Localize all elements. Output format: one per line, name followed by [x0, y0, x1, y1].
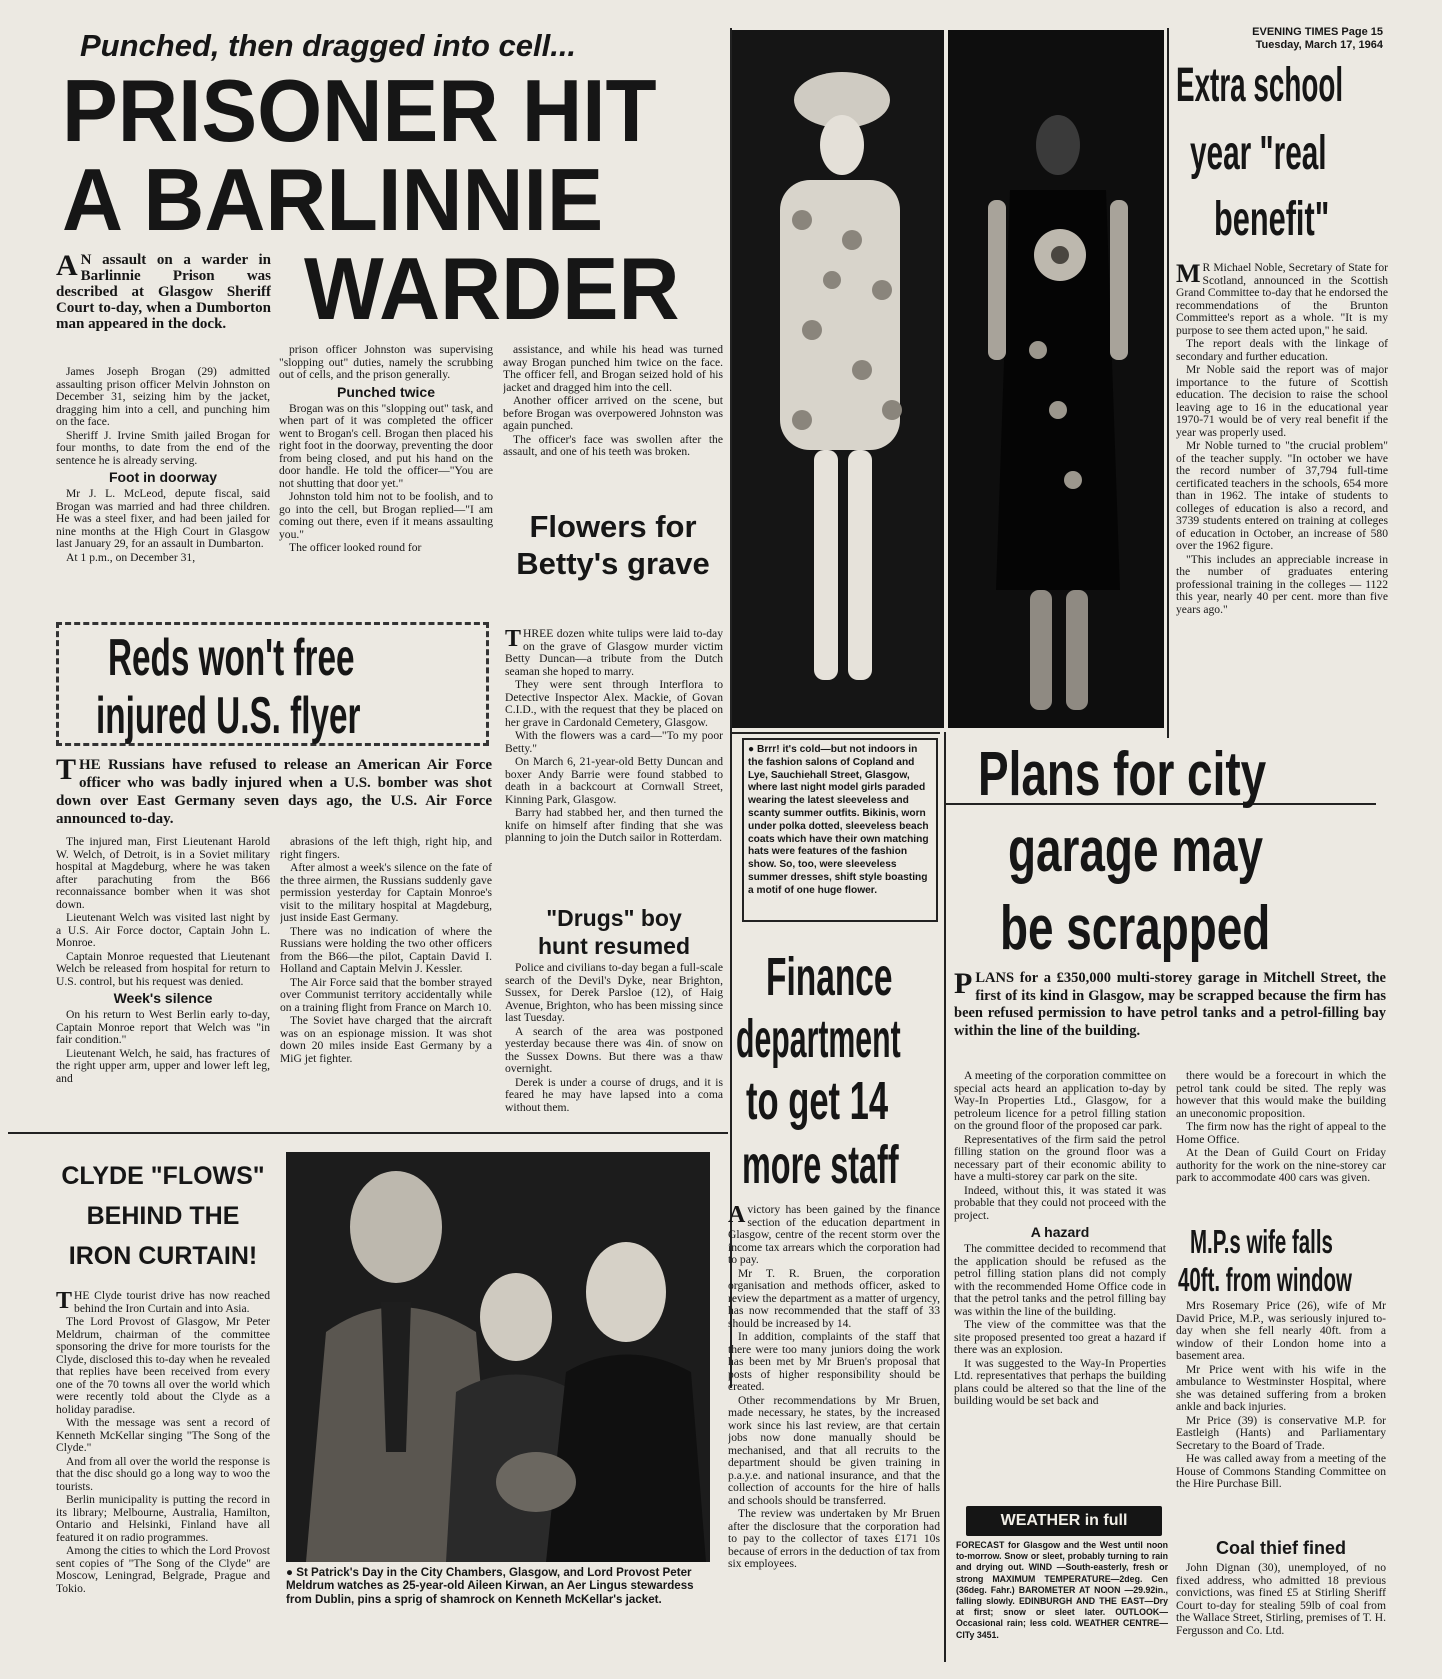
lead-paragraph: THE Russians have refused to release an American Air Force officer who was badly injured when a U.S. bomber was shot down over East Germany seven days ago, the U.S. Air Force announced to-day.	[56, 756, 492, 827]
headline: M.P.s wife falls	[1190, 1223, 1333, 1260]
article-column: The injured man, First Lieutenant Harold W. Welch, of Detroit, is in a Soviet military hospital at Magdeburg, where he was taken after parachuting from the B66 reconnaissance bomber when it was shot down. Lieutenant Welch was visited last night by a U.S. Air Force doctor, Captain John L. Monroe. Captain Monroe requested that Lieutenant Welch be released from hospital for return to U.S. control, but his request was denied. Week's silence On his return to West Berlin early to-day, Captain Monroe report that Welch was "in fair condition." Lieutenant Welch, he said, has fractures of the right upper arm, upper and lower left leg, and	[56, 836, 270, 1085]
drop-cap: A	[728, 1204, 746, 1228]
headline: benefit"	[1214, 193, 1330, 246]
article-column: M R Michael Noble, Secretary of State for Scotland, announced in the Scottish Grand Committee to-day that he endorsed the recommendations of the Brunton Committee's report as a whole. "It is my purpose to see them acted upon," he said. The report deals with the linkage of secondary and further education. Mr Noble said the report was of major importance to the future of Scottish education. The decision to raise the school leaving age to 16 in the educational year 1970-71 would be of very real benefit if the year was properly used. Mr Noble turned to "the crucial problem" of the teacher supply. "In october we have the record number of 37,794 full-time certificated teachers in the schools, 654 more than in 1962. The intake of students to colleges of education is also a record, and 3739 students entered on training at colleges of education in October, an increase of 580 over the 1962 figure. "This includes an appreciable increase in the number of graduates entering professional training in the colleges — 1122 this year, nearly 40 per cent. more than five years ago."	[1176, 262, 1388, 616]
drop-cap: A	[56, 252, 78, 282]
column-rule	[1167, 28, 1169, 738]
headline: WARDER	[304, 239, 680, 338]
article-column: abrasions of the left thigh, right hip, and right fingers. After almost a week's silence on the fate of the three airmen, the Russians suddenly gave permission yesterday for Captain Monroe's visit to the military hospital at Magdeburg, just inside East Germany. There was no indication of where the Russians were holding the two other officers from the B66—the pilot, Captain David I. Holland and Captain Melvin J. Kessler. The Air Force said that the bomber strayed over Communist territory accidentally while on a training flight from France on March 10. The Soviet have charged that the aircraft was on an espionage mission. It was shot down 20 miles inside East Germany by a MiG jet fighter.	[280, 836, 492, 1065]
paper-name: EVENING TIMES	[1252, 26, 1339, 38]
kicker: Punched, then dragged into cell...	[80, 28, 577, 63]
issue-date: Tuesday, March 17, 1964	[1255, 39, 1383, 51]
weather-forecast: FORECAST for Glasgow and the West until noon to-morrow. Snow or sleet, probably turning to rain and drying out. WIND —South-easterly, fresh or strong MAXIMUM TEMPERATURE—2deg. Cen (36deg. Fahr.) BAROMETER AT NOON —29.92in., falling slowly. EDINBURGH AND THE EAST—Dry at first; snow or sleet later. OUTLOOK— Occasional rain; less cold. WEATHER CENTRE—CITy 3451.	[956, 1540, 1168, 1640]
headline: department	[736, 1009, 901, 1069]
subheading: Foot in doorway	[108, 469, 218, 485]
subheading: A hazard	[1030, 1224, 1090, 1240]
lead-paragraph: PLANS for a £350,000 multi-storey garage in Mitchell Street, the first of its kind in Glasgow, may be scrapped because the firm has been refused permission to have petrol tanks and a petrol-filling bay within the line of the building.	[954, 970, 1386, 1039]
headline: Plans for city	[978, 740, 1267, 809]
article-column: Police and civilians to-day began a full-scale search of the Devil's Dyke, near Brighton, Sussex, for Derek Parsloe (12), of Haig Avenue, Brighton, who has been missing since last Tuesday. A search of the area was postponed yesterday because there was 4in. of snow on the Sussex Downs. But there was a thaw overnight. Derek is under a course of drugs, and it is feared he may have lapsed into a coma without them.	[505, 962, 723, 1114]
article-column: prison officer Johnston was supervising "slopping out" duties, namely the scrubbing out of cells, and the prison generally. Punched twice Brogan was on this "slopping out" task, and when part of it was completed the officer went to Brogan's cell. Brogan then placed his right foot in the doorway, preventing the door from being closed, and put his hand on the door handle. He told the officer—"You are not shutting that door yet." Johnston told him not to be foolish, and to go into the cell, but Brogan replied—"I am coming out there, even if it means assaulting you." The officer looked round for	[279, 344, 493, 554]
headline: Extra school	[1176, 59, 1344, 112]
drop-cap: T	[56, 756, 77, 786]
article-column: James Joseph Brogan (29) admitted assaulting prison officer Melvin Johnston on December 31, seizing him by the jacket, dragging him into a cell, and punching him on the face. Sheriff J. Irvine Smith jailed Brogan for four months, to date from the end of the sentence he is already serving. Foot in doorway Mr J. L. McLeod, depute fiscal, said Brogan was married and had three children. He was a steel fixer, and had been jailed for nine months at the High Court in Glasgow last January 29, for an assault in Dumbarton. At 1 p.m., on December 31,	[56, 366, 270, 564]
headline: A BARLINNIE	[62, 150, 604, 249]
headline: 40ft. from window	[1178, 1261, 1352, 1298]
headline: garage may	[1008, 816, 1264, 885]
headline: CLYDE "FLOWS" BEHIND THE IRON CURTAIN!	[61, 1162, 265, 1270]
subheading: Punched twice	[336, 383, 436, 400]
fashion-photo-dress	[948, 30, 1164, 728]
subheading: Week's silence	[113, 990, 213, 1006]
headline: more staff	[742, 1135, 899, 1195]
article-column: Avictory has been gained by the finance section of the education department in Glasgow, centre of the recent storm over the income tax arrears which the corporation had to pay. Mr T. R. Bruen, the corporation organisation and methods officer, asked to review the department as a matter of urgency, has now recommended that the staff of 33 should be increased by 14. In addition, complaints of the staff that there were too many juniors doing the work has been met by Mr Bruen's proposal that posts of higher responsibility should be created. Other recommendations by Mr Bruen, made necessary, he states, by the increased work since his last review, are that certain jobs now done manually should be mechanised, and that all recruits to the department should be given training in p.a.y.e. and national insurance, and that the collection of accounts for the hire of halls and schools should be transferred. The review was undertaken by Mr Bruen after the disclosure that the corporation had to pay to the collector of taxes £171 10s because of errors in the deduction of tax from six employees.	[728, 1204, 940, 1570]
headline: to get 14	[746, 1071, 889, 1131]
article-column: Mrs Rosemary Price (26), wife of Mr David Price, M.P., was seriously injured to-day when she fell nearly 40ft. from a window of their London home into a basement area. Mr Price went with his wife in the ambulance to Westminster Hospital, where she was detained suffering from a broken ankle and back injuries. Mr Price (39) is conservative M.P. for Eastleigh (Hants) and Parliamentary Secretary to the Board of Trade. He was called away from a meeting of the House of Commons Standing Committee on the Hire Purchase Bill.	[1176, 1300, 1386, 1490]
drop-cap: T	[505, 628, 522, 652]
masthead	[1178, 26, 1383, 58]
lead-paragraph: A N assault on a warder in Barlinnie Prison was described at Glasgow Sheriff Court to-day, when a Dumborton man appeared in the dock.	[56, 252, 271, 332]
photo-caption: ● Brrr! it's cold—but not indoors in the fashion salons of Copland and Lye, Sauchiehall Street, Glasgow, where last night model girls paraded wearing the latest sleeveless and scanty summer outfits. Bikinis, worn under polka dotted, sleeveless beach coats which have their own matching hats were features of the fashion show. So, too, were sleeveless summer dresses, shift style boasting a motif of one huge flower.	[742, 738, 938, 922]
article-column: there would be a forecourt in which the petrol tank could be sited. The reply was however that this would make the building an uneconomic proposition. The firm now has the right of appeal to the Home Office. At the Dean of Guild Court on Friday authority for the work on the nine-storey car park to accommodate 400 cars was given.	[1176, 1070, 1386, 1184]
drop-cap: M	[1176, 262, 1201, 288]
drop-cap: P	[954, 970, 973, 1000]
headline: Reds won't free	[108, 629, 355, 687]
headline: injured U.S. flyer	[96, 687, 361, 745]
st-patricks-photo	[286, 1152, 710, 1562]
people-group-icon	[286, 1152, 710, 1562]
headline: year "real	[1190, 127, 1327, 180]
article-column: John Dignan (30), unemployed, of no fixed address, who admitted 18 previous convictions, was fined £5 at Stirling Sheriff Court to-day for stealing 59lb of coal from the Wallace Street, Stirling, premises of T. H. Fergusson and Co. Ltd.	[1176, 1562, 1386, 1637]
article-column: assistance, and while his head was turned away Brogan punched him twice on the face. The officer fell, and Brogan seized hold of his jacket and dragged him into the cell. Another officer arrived on the scene, but before Brogan was overpowered Johnston was again punched. The officer's face was swollen after the assault, and one of his teeth was broken.	[503, 344, 723, 458]
article-column: A meeting of the corporation committee on special acts heard an application to-day by Way-In Properties Ltd., Glasgow, for a petroleum licence for a petrol filling station on the ground floor of the proposed car park. Representatives of the firm said the petrol filling station on the ground floor was a necessary part of their economic ability to have a multi-storey car park on the site. Indeed, without this, it was stated it was probable that they could not proceed with the project. A hazard The committee decided to recommend that the application should be refused as the petrol filling station plans did not comply with the recommended Home Office code in that the petrol tanks and the petrol filling bay was within the line of the building. The view of the committee was that the site proposed presented too great a hazard if there was an explosion. It was suggested to the Way-In Properties Ltd. representatives that perhaps the building plans could be altered so that the line of the building would be set back and	[954, 1070, 1166, 1407]
article-column: THREE dozen white tulips were laid to-day on the grave of Glasgow murder victim Betty Duncan—a tribute from the Dutch seaman she hoped to marry. They were sent through Interflora to Detective Inspector Alex. Mackie, of Govan C.I.D., with the request that they be placed on her grave in Cardonald Cemetery, Glasgow. With the flowers was a card—"To my poor Betty." On March 6, 21-year-old Betty Duncan and boxer Andy Barrie were found stabbed to death in a backcourt at Cornwall Street, Kinning Park, Glasgow. Barry had stabbed her, and then turned the knife on himself after finding that she was planning to join the Dutch sailor in Rotterdam.	[505, 628, 723, 844]
article-column: THE Clyde tourist drive has now reached behind the Iron Curtain and into Asia. The Lord Provost of Glasgow, Mr Peter Meldrum, chairman of the committee sponsoring the drive for more tourists for the Clyde, disclosed this to-day when he revealed that replies have been received from every one of the 70 towns all over the world which were recently told about the Clyde as a holiday paradise. With the message was sent a record of Kenneth McKellar singing "The Song of the Clyde." And from all over the world the response is that the disc should go a long way to woo the tourists. Berlin municipality is putting the record in its library; Melbourne, Australia, Hamilton, Ontario and Helsinki, Finland have all featured it on radio programmes. Among the cities to which the Lord Provost sent copies of "The Song of the Clyde" are Moscow, Leningrad, Belgrade, Prague and Tokio.	[56, 1290, 270, 1595]
headline: Flowers for Betty's grave	[516, 509, 710, 581]
photo-caption: ● St Patrick's Day in the City Chambers, Glasgow, and Lord Provost Peter Meldrum watches as 25-year-old Aileen Kirwan, an Aer Lingus stewardess from Dublin, pins a sprig of shamrock on Kenneth McKellar's jacket.	[286, 1566, 694, 1606]
fashion-photo-bikini	[732, 30, 944, 728]
drop-cap: T	[56, 1290, 73, 1314]
weather-title: WEATHER in full	[966, 1506, 1162, 1536]
headline: Coal thief fined	[1216, 1538, 1346, 1558]
headline: be scrapped	[1000, 894, 1271, 963]
model-figure-icon	[948, 30, 1164, 728]
headline: "Drugs" boy hunt resumed	[537, 905, 691, 959]
section-rule	[730, 732, 940, 734]
column-rule	[944, 732, 946, 1662]
headline: PRISONER HIT	[62, 61, 657, 160]
page-number: Page 15	[1341, 26, 1383, 38]
model-figure-icon	[732, 30, 944, 728]
headline: Finance	[766, 947, 893, 1007]
